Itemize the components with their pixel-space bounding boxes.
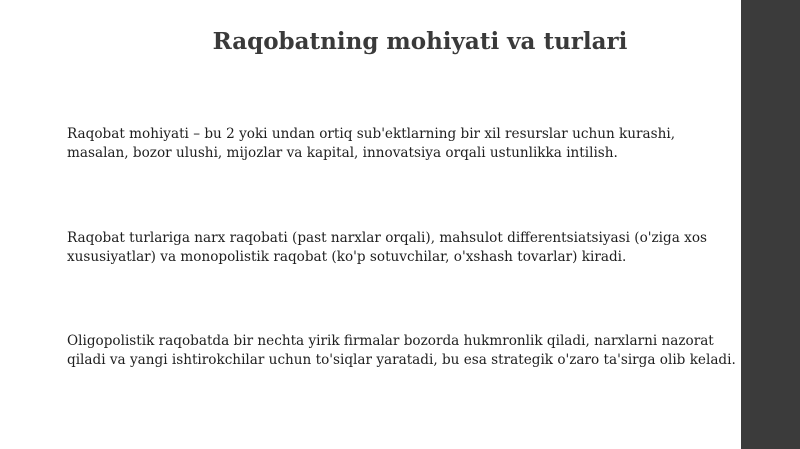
paragraph-line: Raqobat mohiyati – bu 2 yoki undan ortiq sub'ektlarning bir xil resurslar uchun kurashi, (67, 126, 676, 142)
paragraph-types (67, 229, 741, 267)
slide-title: Raqobatning mohiyati va turlari (212, 28, 628, 55)
side-panel (741, 0, 800, 449)
paragraph-essence (67, 125, 741, 163)
paragraph-oligopoly (67, 332, 741, 370)
paragraph-line: xususiyatlar) va monopolistik raqobat (ko'p sotuvchilar, o'xshash tovarlar) kiradi. (67, 249, 627, 265)
paragraph-line: Oligopolistik raqobatda bir nechta yirik firmalar bozorda hukmronlik qiladi, narxlarni nazorat (67, 333, 714, 349)
paragraph-line: Raqobat turlariga narx raqobati (past narxlar orqali), mahsulot differentsiatsiyasi (o'ziga xos (67, 230, 707, 246)
paragraph-line: qiladi va yangi ishtirokchilar uchun to'siqlar yaratadi, bu esa strategik o'zaro ta'sirga olib keladi. (67, 352, 736, 368)
paragraph-line: masalan, bozor ulushi, mijozlar va kapital, innovatsiya orqali ustunlikka intilish. (67, 145, 618, 161)
